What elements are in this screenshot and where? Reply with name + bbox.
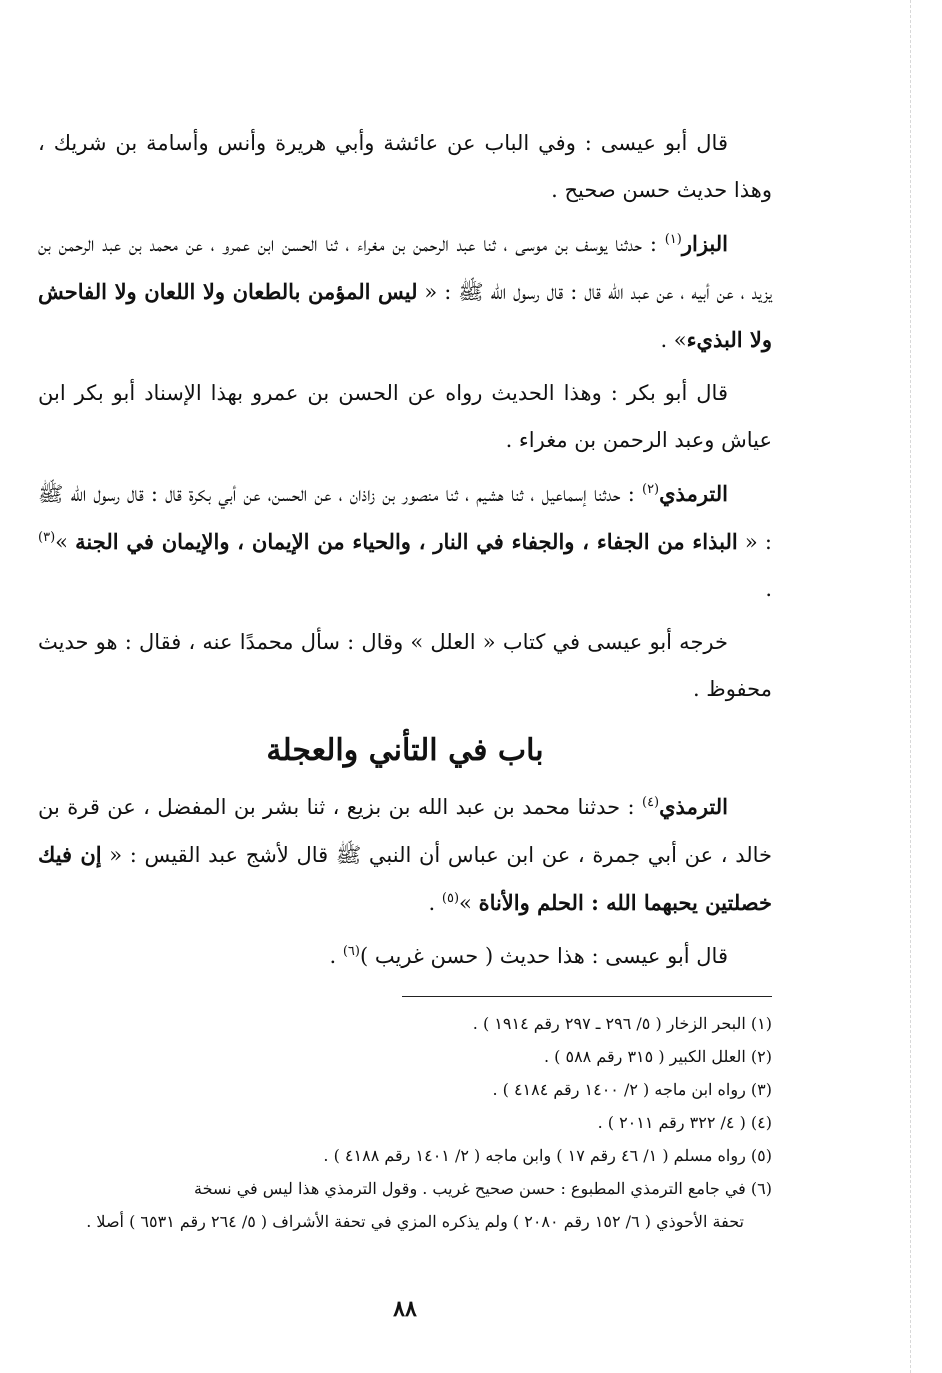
footnote-1: (١) البحر الزخار ( ٥/ ٢٩٦ ـ ٢٩٧ رقم ١٩١٤ ) . [472, 1014, 772, 1033]
paragraph-2: البزار$^{(١)}$ : حدثنا يوسف بن موسى ، ثنا عبد الرحمن بن مغراء ، ثنا الحسن ابن عمرو ، عن محمد بن عبد الرحمن بن يزيد ، عن أبيه ، عن عبد الله قال : قال رسول الله ﷺ : « ليس المؤمن بالطعان ولا اللعان ولا الفاحش ولا البذيء» . [38, 231, 772, 352]
footnote-6: (٦) في جامع الترمذي المطبوع : حسن صحيح غريب . وقول الترمذي هذا ليس في نسخة تحفة الأحوذي ( ٦/ ١٥٢ رقم ٢٠٨٠ ) ولم يذكره المزي في تحفة الأشراف ( ٥/ ٢٦٤ رقم ٦٥٣١ ) أصلا . [38, 1172, 772, 1238]
footnote-separator [402, 996, 772, 997]
footnote-2: (٢) العلل الكبير ( ٣١٥ رقم ٥٨٨ ) . [543, 1047, 772, 1066]
narrator-name: الترمذي [659, 794, 728, 819]
paragraph-7: قال أبو عيسى : هذا حديث ( حسن غريب )$^{(٦)}$ . [329, 944, 728, 968]
paragraph-1: قال أبو عيسى : وفي الباب عن عائشة وأبي هريرة وأنس وأسامة بن شريك ، وهذا حديث حسن صحيح . [38, 131, 772, 202]
footnote-ref[interactable]: (٥) [441, 891, 460, 906]
footnote-ref[interactable]: (٤) [641, 795, 660, 810]
footnote-ref[interactable]: (٣) [38, 530, 56, 545]
footnote-6-continuation: تحفة الأحوذي ( ٦/ ١٥٢ رقم ٢٠٨٠ ) ولم يذكره المزي في تحفة الأشراف ( ٥/ ٢٦٤ رقم ٦٥٣١ ) أصلا . [86, 1212, 744, 1231]
paragraph-3: قال أبو بكر : وهذا الحديث رواه عن الحسن بن عمرو بهذا الإسناد أبو بكر ابن عياش وعبد الرحمن بن مغراء . [38, 381, 772, 452]
footnote-5: (٥) رواه مسلم ( ١/ ٤٦ رقم ١٧ ) وابن ماجه ( ٢/ ١٤٠١ رقم ٤١٨٨ ) . [323, 1146, 772, 1165]
hadith-text: إن فيك خصلتين يحبهما الله : الحلم والأناة [38, 842, 772, 915]
paragraph-5: خرجه أبو عيسى في كتاب « العلل » وقال : سأل محمدًا عنه ، فقال : هو حديث محفوظ . [38, 630, 772, 701]
narrator-name: الترمذي [659, 481, 728, 506]
footnote-ref[interactable]: (١) [664, 232, 682, 247]
footnotes [38, 1007, 772, 1238]
paragraph-6: الترمذي$^{(٤)}$ : حدثنا محمد بن عبد الله بن بزيع ، ثنا بشر بن المفضل ، عن قرة بن خالد ، عن أبي جمرة ، عن ابن عباس أن النبي ﷺ قال لأشج عبد القيس : « إن فيك خصلتين يحبهما الله : الحلم والأناة »$^{(٥)}$ . [38, 794, 772, 915]
footnote-ref[interactable]: (٦) [342, 944, 360, 959]
binding-margin-line [910, 0, 911, 1373]
hadith-text: ليس المؤمن بالطعان ولا اللعان ولا الفاحش ولا البذيء [38, 279, 772, 352]
document-page [38, 120, 772, 1238]
hadith-text: البذاء من الجفاء ، والجفاء في النار ، والحياء من الإيمان ، والإيمان في الجنة [75, 529, 738, 554]
footnote-4: (٤) ( ٤/ ٣٢٢ رقم ٢٠١١ ) . [597, 1113, 772, 1132]
paragraph-4: الترمذي$^{(٢)}$ : حدثنا إسماعيل ، ثنا هشيم ، ثنا منصور بن زاذان ، عن الحسن، عن أبي بكرة قال : قال رسول الله ﷺ : « البذاء من الجفاء ، والجفاء في النار ، والحياء من الإيمان ، والإيمان في الجنة »$^{(٣)}$ . [38, 481, 772, 601]
chapter-heading: باب في التأني والعجلة [266, 733, 544, 768]
footnote-3: (٣) رواه ابن ماجه ( ٢/ ١٤٠٠ رقم ٤١٨٤ ) . [492, 1080, 772, 1099]
page-number: ٨٨ [393, 1296, 417, 1322]
footnote-ref[interactable]: (٢) [641, 482, 660, 497]
narrator-name: البزار [681, 231, 728, 256]
